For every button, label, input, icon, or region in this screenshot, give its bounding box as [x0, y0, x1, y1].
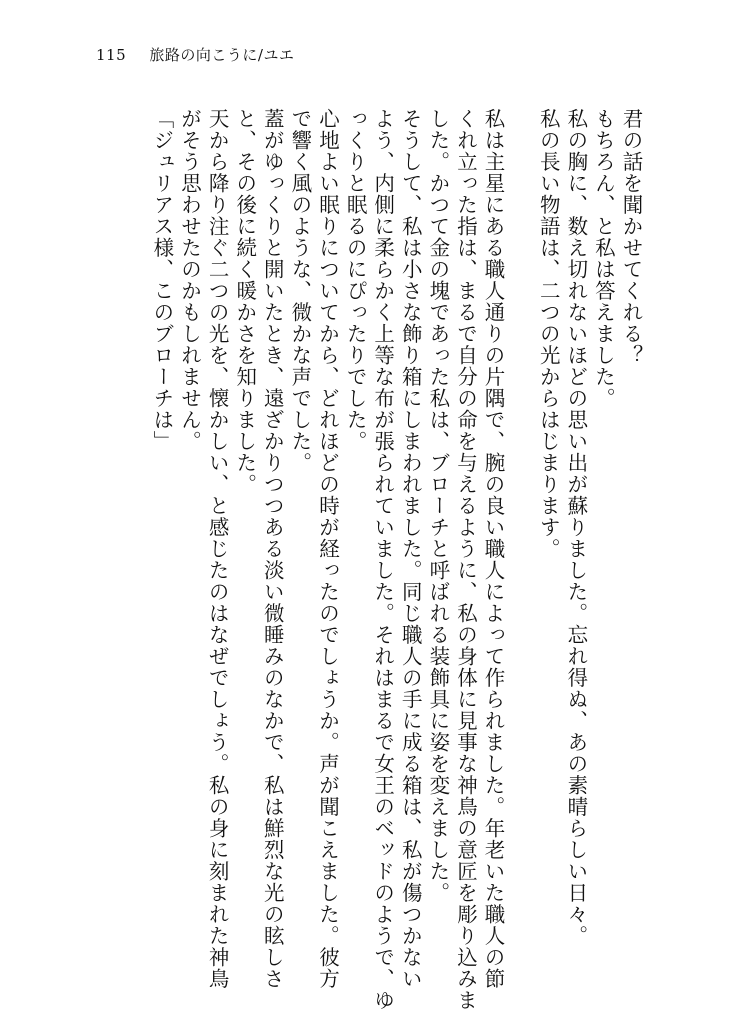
text-line: 私は主星にある職人通りの片隅で、腕の良い職人によって作られました。年老いた職人の節: [481, 108, 506, 990]
page-number: 115: [96, 46, 127, 64]
text-line: そうして、私は小さな飾り箱にしまわれました。同じ職人の手に成る箱は、私が傷つかない: [398, 108, 423, 990]
text-line: 私の胸に、数え切れないほどの思い出が蘇りました。忘れ得ぬ、あの素晴らしい日々。: [563, 108, 588, 947]
text-line: っくりと眠るのにぴったりでした。: [343, 108, 368, 452]
running-head: [96, 44, 294, 65]
vertical-body-text: [84, 108, 644, 1011]
text-line: した。かつて金の塊であった私は、ブローチと呼ばれる装飾具に姿を変えました。: [425, 108, 450, 904]
text-line: 私の長い物語は、二つの光からはじまります。: [536, 108, 561, 560]
text-line: よう、内側に柔らかく上等な布が張られていました。それはまるで女王のベッドのようで、ゆ: [370, 108, 395, 1011]
text-line: もちろん、と私は答えました。: [591, 108, 616, 409]
text-line: 君の話を聞かせてくれる？: [619, 108, 643, 366]
text-line: 蓋がゆっくりと開いたとき、遠ざかりつつある淡い微睡みのなかで、私は鮮烈な光の眩しさ: [260, 108, 285, 990]
text-line: で響く風のような、微かな声でした。: [287, 108, 312, 474]
text-line: と、その後に続く暖かさを知りました。: [232, 108, 257, 495]
running-title: 旅路の向こうに/ユエ: [149, 46, 295, 64]
text-line: 心地よい眠りについてから、どれほどの時が経ったのでしょうか。声が聞こえました。彼方: [315, 108, 340, 990]
text-line: 「ジュリアス様、このブローチは」: [149, 108, 174, 452]
blank-line: [506, 108, 534, 968]
text-line: 天から降り注ぐ二つの光を、懐かしい、と感じたのはなぜでしょう。私の身に刻まれた神鳥: [205, 108, 230, 990]
text-line: くれ立った指は、まるで自分の命を与えるように、私の身体に見事な神鳥の意匠を彫り込みま: [453, 108, 478, 1011]
text-line: がそう思わせたのかもしれません。: [177, 108, 202, 452]
